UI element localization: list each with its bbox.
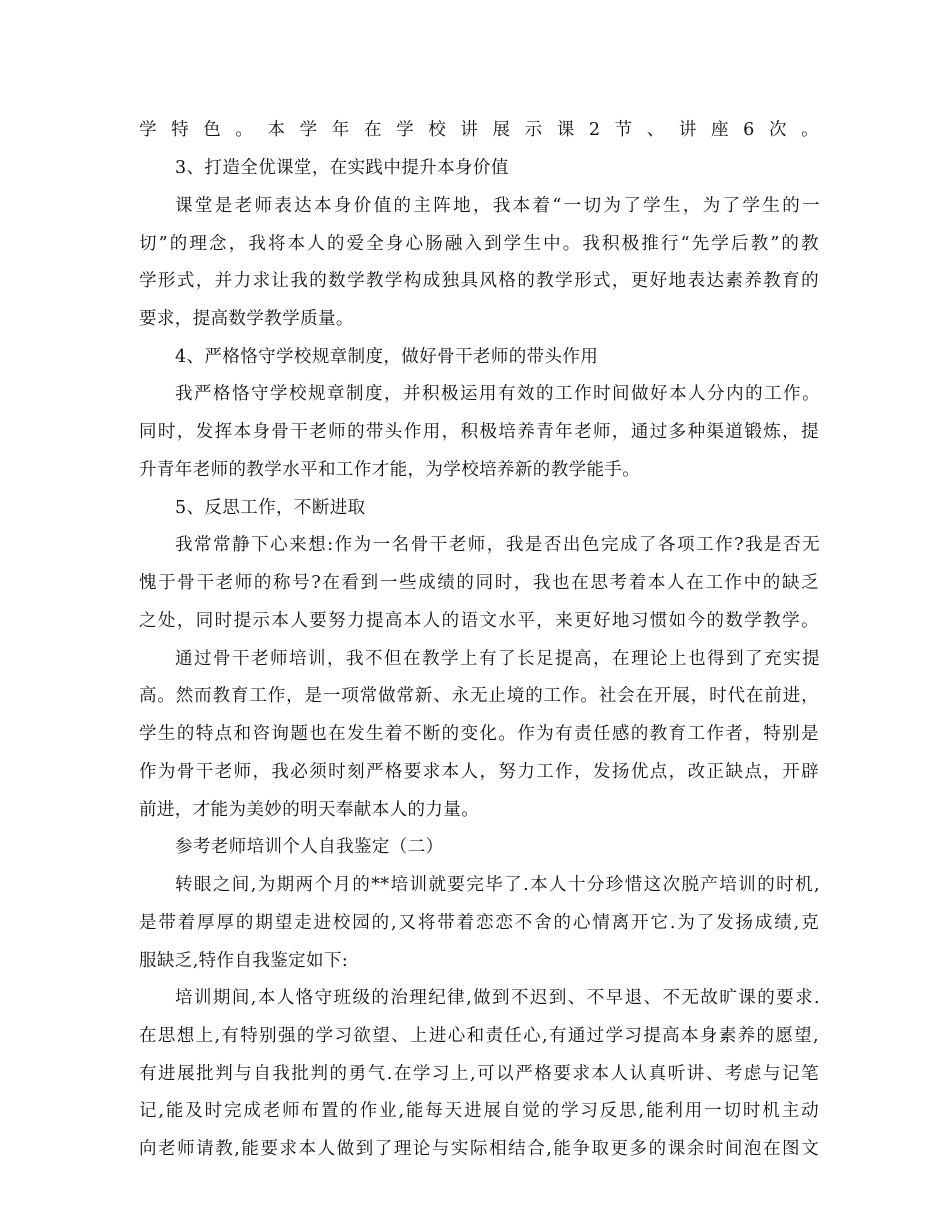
- text-line-24: 培训期间,本人恪守班级的治理纪律,做到不迟到、不早退、不无故旷课的要求.: [175, 988, 820, 1008]
- text-line-9: 同时，发挥本身骨干老师的带头作用，积极培养青年老师，通过多种渠道锻炼，提: [139, 422, 819, 442]
- text-line-25: 在思想上,有特别强的学习欲望、上进心和责任心,有通过学习提高本身素养的愿望,: [139, 1026, 819, 1046]
- text-line-3: 课堂是老师表达本身价值的主阵地，我本着“一切为了学生，为了学生的一: [175, 196, 820, 216]
- text-line-27: 记,能及时完成老师布置的作业,能每天进展自觉的学习反思,能利用一切时机主动: [139, 1101, 819, 1121]
- text-line-22: 是带着厚厚的期望走进校园的,又将带着恋恋不舍的心情离开它.为了发扬成绩,克: [139, 913, 819, 933]
- text-line-5: 学形式，并力求让我的数学教学构成独具风格的教学形式，更好地表达素养教育的: [139, 271, 819, 291]
- text-line-17: 学生的特点和咨询题也在发生着不断的变化。作为有责任感的教育工作者，特别是: [139, 724, 819, 744]
- text-line-6: 要求，提高数学教学质量。: [139, 309, 354, 329]
- text-line-1: 学特色。本学年在学校讲展示课2节、讲座6次。: [139, 120, 819, 140]
- section-heading-4: 4、严格恪守学校规章制度，做好骨干老师的带头作用: [175, 347, 599, 367]
- text-line-12: 我常常静下心来想:作为一名骨干老师，我是否出色完成了各项工作?我是否无: [175, 535, 820, 555]
- text-line-19: 前进，才能为美妙的明天奉献本人的力量。: [139, 800, 480, 820]
- text-line-28: 向老师请教,能要求本人做到了理论与实际相结合,能争取更多的课余时间泡在图文: [139, 1139, 819, 1159]
- text-line-10: 升青年老师的教学水平和工作才能，为学校培养新的教学能手。: [139, 460, 641, 480]
- section-title: 参考老师培训个人自我鉴定（二）: [175, 837, 444, 857]
- text-line-21: 转眼之间,为期两个月的**培训就要完毕了.本人十分珍惜这次脱产培训的时机,: [175, 875, 820, 895]
- text-line-14: 之处，同时提示本人要努力提高本人的语文水平，来更好地习惯如今的数学教学。: [139, 611, 819, 631]
- text-line-4: 切”的理念，我将本人的爱全身心肠融入到学生中。我积极推行“先学后教”的教: [139, 234, 819, 254]
- text-line-16: 高。然而教育工作，是一项常做常新、永无止境的工作。社会在开展，时代在前进，: [139, 686, 819, 706]
- text-line-15: 通过骨干老师培训，我不但在教学上有了长足提高，在理论上也得到了充实提: [175, 649, 820, 669]
- text-line-26: 有进展批判与自我批判的勇气.在学习上,可以严格要求本人认真听讲、考虑与记笔: [139, 1064, 819, 1084]
- section-heading-3: 3、打造全优课堂，在实践中提升本身价值: [175, 158, 509, 178]
- section-heading-5: 5、反思工作，不断进取: [175, 498, 366, 518]
- text-line-18: 作为骨干老师，我必须时刻严格要求本人，努力工作，发扬优点，改正缺点，开辟: [139, 762, 819, 782]
- text-line-13: 愧于骨干老师的称号?在看到一些成绩的同时，我也在思考着本人在工作中的缺乏: [139, 573, 819, 593]
- text-line-23: 服缺乏,特作自我鉴定如下:: [139, 951, 349, 971]
- text-line-8: 我严格恪守学校规章制度，并积极运用有效的工作时间做好本人分内的工作。: [175, 384, 820, 404]
